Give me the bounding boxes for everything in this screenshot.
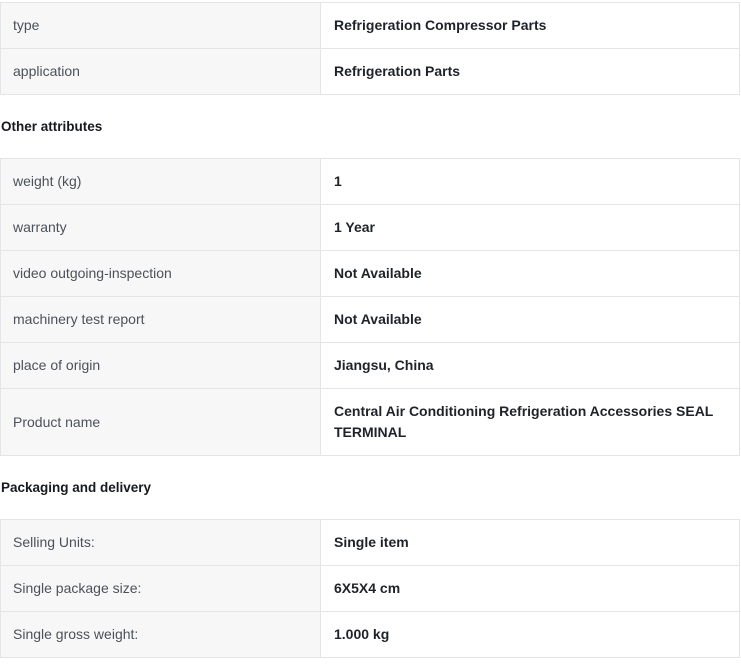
attribute-label: application [1, 49, 321, 95]
attribute-value: 1 Year [321, 205, 740, 251]
attribute-label: video outgoing-inspection [1, 251, 321, 297]
section-heading-packaging-and-delivery: Packaging and delivery [1, 480, 152, 495]
attribute-value: Jiangsu, China [321, 343, 740, 389]
attribute-value: 1 [321, 159, 740, 205]
table-row [1, 343, 740, 389]
section-heading-other-attributes: Other attributes [1, 119, 103, 134]
attribute-label: warranty [1, 205, 321, 251]
attribute-label: Single gross weight: [1, 612, 321, 658]
table-row [1, 3, 740, 49]
spec-table-packaging-and-delivery [0, 519, 740, 658]
attribute-label: Product name [1, 389, 321, 456]
spec-table-product-attributes [0, 2, 740, 95]
attribute-label: machinery test report [1, 297, 321, 343]
attribute-label: weight (kg) [1, 159, 321, 205]
spec-table-other-attributes [0, 158, 740, 456]
table-row [1, 612, 740, 658]
table-row [1, 297, 740, 343]
attribute-label: place of origin [1, 343, 321, 389]
attribute-value: Central Air Conditioning Refrigeration Accessories SEAL TERMINAL [321, 389, 740, 456]
table-row [1, 520, 740, 566]
attribute-label: Selling Units: [1, 520, 321, 566]
table-row [1, 566, 740, 612]
table-row [1, 205, 740, 251]
attribute-value: Not Available [321, 251, 740, 297]
attribute-value: Refrigeration Parts [321, 49, 740, 95]
table-row [1, 251, 740, 297]
attribute-value: Refrigeration Compressor Parts [321, 3, 740, 49]
table-row [1, 159, 740, 205]
attribute-label: type [1, 3, 321, 49]
attribute-value: 1.000 kg [321, 612, 740, 658]
table-row [1, 49, 740, 95]
spec-sections [0, 2, 741, 658]
attribute-value: Not Available [321, 297, 740, 343]
attribute-value: 6X5X4 cm [321, 566, 740, 612]
attribute-value: Single item [321, 520, 740, 566]
table-row [1, 389, 740, 456]
attribute-label: Single package size: [1, 566, 321, 612]
